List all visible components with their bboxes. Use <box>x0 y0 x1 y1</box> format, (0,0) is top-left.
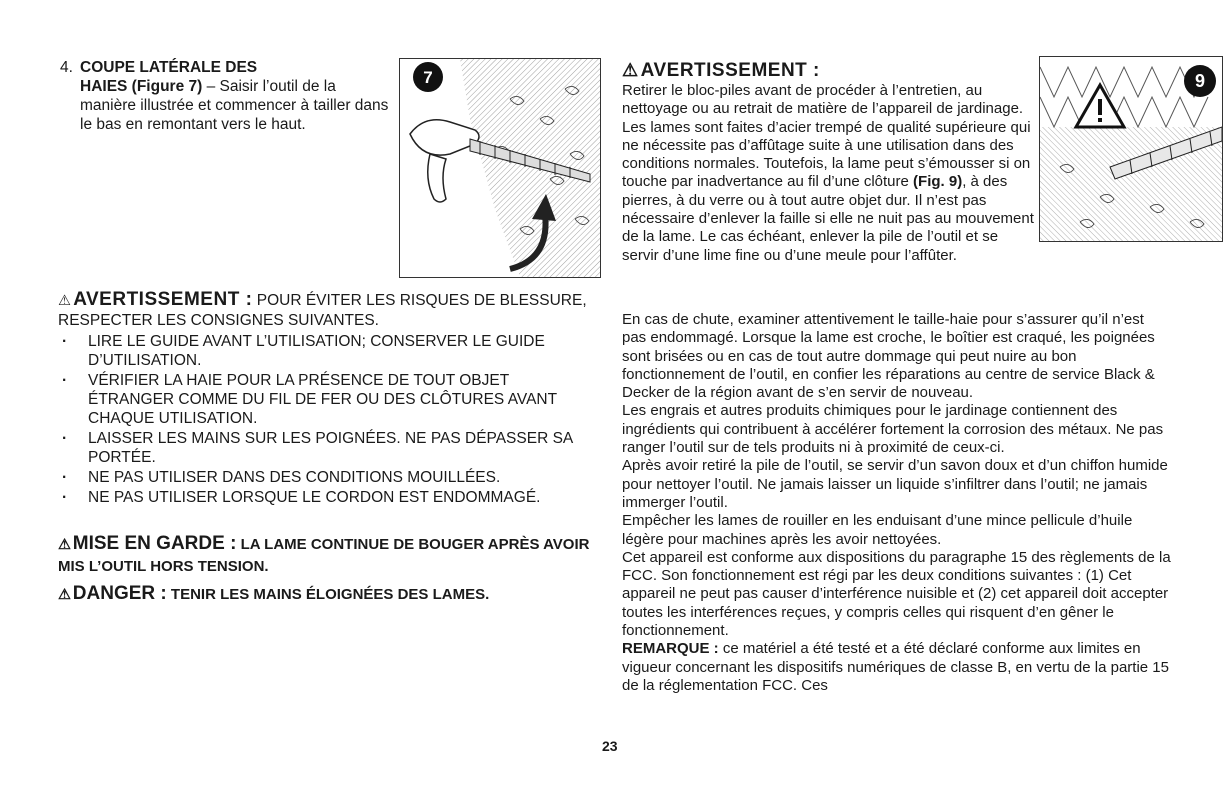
page-number: 23 <box>602 738 618 754</box>
fence-blade-illustration <box>1040 57 1222 241</box>
maintenance-warning-heading <box>622 60 820 82</box>
warning-intro: POUR ÉVITER LES RISQUES DE BLESSURE, RESPECTER LES CONSIGNES SUIVANTES. <box>58 292 587 329</box>
danger-text: TENIR LES MAINS ÉLOIGNÉES DES LAMES. <box>166 586 490 603</box>
chain-link-fence <box>1040 67 1208 127</box>
warning-item: · LIRE LE GUIDE AVANT L’UTILISATION; CONSERVER LE GUIDE D’UTILISATION. <box>58 332 588 370</box>
remark-label: REMARQUE : <box>622 640 719 658</box>
caution-heading: MISE EN GARDE : <box>72 533 237 554</box>
danger-triangle-icon: ⚠ <box>58 587 71 603</box>
warning-heading: AVERTISSEMENT : <box>640 60 820 81</box>
exclamation-dot <box>1098 118 1102 122</box>
warning-list <box>58 332 588 507</box>
warning-item: · LAISSER LES MAINS SUR LES POIGNÉES. NE PAS DÉPASSER SA PORTÉE. <box>58 429 588 467</box>
fig9-reference: (Fig. 9) <box>913 173 963 191</box>
maintenance-text-narrow <box>622 82 1037 265</box>
blade-text-a: Les lames sont faites d’acier trempé de qualité supérieure qui ne nécessite pas d’affûtage suite à une utilisation dans des conditions normales. Toutefois, la lame peut s’émousser si on touche par inadvertance au fil d’une clôture <box>622 118 1031 191</box>
caution-triangle-icon: ⚠ <box>58 537 71 553</box>
warning-item: · NE PAS UTILISER DANS DES CONDITIONS MOUILLÉES. <box>58 468 588 487</box>
caution-block <box>58 533 598 578</box>
chemicals-paragraph: Les engrais et autres produits chimiques pour le jardinage contiennent des ingrédients qui contribuent à accélérer fortement la corrosion des métaux. Ne pas ranger l’outil sur de tels produits ni à proximité de ceux-ci. <box>622 402 1164 457</box>
remark-text: ce matériel a été testé et a été déclaré conforme aux limites en vigueur concernant les dispositifs numériques de classe B, en vertu de la partie 15 de la réglementation FCC. Ces <box>622 640 1169 694</box>
trimmer-body <box>410 120 479 155</box>
item-number: 4. <box>60 59 73 76</box>
danger-block <box>58 583 598 606</box>
blade-text-b: , à des pierres, à du verre ou à tout autre objet dur. Il n’est pas nécessaire d’enlever la faille si elle ne nuit pas au mouvement de la lame. Le cas échéant, enlever la pile de l’outil et se servir d’une lime fine ou d’une meule pour l’affûter. <box>622 173 1034 264</box>
maintenance-text-wide <box>622 311 1172 695</box>
item-title-line1: COUPE LATÉRALE DES <box>80 59 258 76</box>
item-4-side-cutting <box>60 58 390 134</box>
figure-9 <box>1039 56 1223 242</box>
trimmer-handle <box>428 154 446 202</box>
fcc-paragraph: Cet appareil est conforme aux dispositions du paragraphe 15 des règlements de la FCC. Son fonctionnement est régi par les deux conditions suivantes : (1) Cet appareil ne peut pas causer d’interférence nuisible et (2) cet appareil doit accepter toutes les interférences reçues, y compris celles qui risquent d’en gêner le fonctionnement. <box>622 548 1171 640</box>
rust-paragraph: Empêcher les lames de rouiller en les enduisant d’une mince pellicule d’huile légère pour machines après les avoir nettoyées. <box>622 512 1133 548</box>
warning-item: · VÉRIFIER LA HAIE POUR LA PRÉSENCE DE TOUT OBJET ÉTRANGER COMME DU FIL DE FER OU DES CLÔTURES AVANT CHAQUE UTILISATION. <box>58 371 588 428</box>
warning-item: · NE PAS UTILISER LORSQUE LE CORDON EST ENDOMMAGÉ. <box>58 488 588 507</box>
drop-inspection-paragraph: En cas de chute, examiner attentivement le taille-haie pour s’assurer qu’il n’est pas endommagé. Lorsque la lame est croche, le boîtier est craqué, les poignées sont brisées ou en cas de tout autre dommage qui peut nuire au bon fonctionnement de l’outil, en confier les réparations au centre de service Black & Decker de la région avant de s’en servir de nouveau. <box>622 311 1155 402</box>
warning-block <box>58 290 588 508</box>
hedge-trimmer-illustration <box>400 59 600 277</box>
warning-heading: AVERTISSEMENT : <box>73 289 253 310</box>
item-text: – Saisir l’outil de la manière illustrée et commencer à tailler dans le bas en remontant vers le haut. <box>80 78 389 133</box>
warning-triangle-icon: ⚠ <box>58 293 72 309</box>
remark-paragraph <box>622 640 1172 695</box>
blade-paragraph <box>622 119 1037 265</box>
caution-text: LA LAME CONTINUE DE BOUGER APRÈS AVOIR MIS L’OUTIL HORS TENSION. <box>58 536 590 575</box>
cleaning-paragraph: Après avoir retiré la pile de l’outil, se servir d’un savon doux et d’un chiffon humide pour nettoyer l’outil. Ne jamais laisser un liquide s’infiltrer dans l’outil; ne jamais immerger l’outil. <box>622 457 1168 511</box>
item-title-line2: HAIES (Figure 7) <box>80 78 203 95</box>
figure-number: 7 <box>423 68 433 87</box>
battery-removal-paragraph: Retirer le bloc-piles avant de procéder à l’entretien, au nettoyage ou au retrait de matière de l’appareil de jardinage. <box>622 82 1024 118</box>
figure-number: 9 <box>1194 71 1206 91</box>
exclamation-bar <box>1098 99 1102 115</box>
figure-7 <box>399 58 601 278</box>
warning-triangle-icon: ⚠ <box>622 60 639 80</box>
danger-heading: DANGER : <box>72 583 167 604</box>
